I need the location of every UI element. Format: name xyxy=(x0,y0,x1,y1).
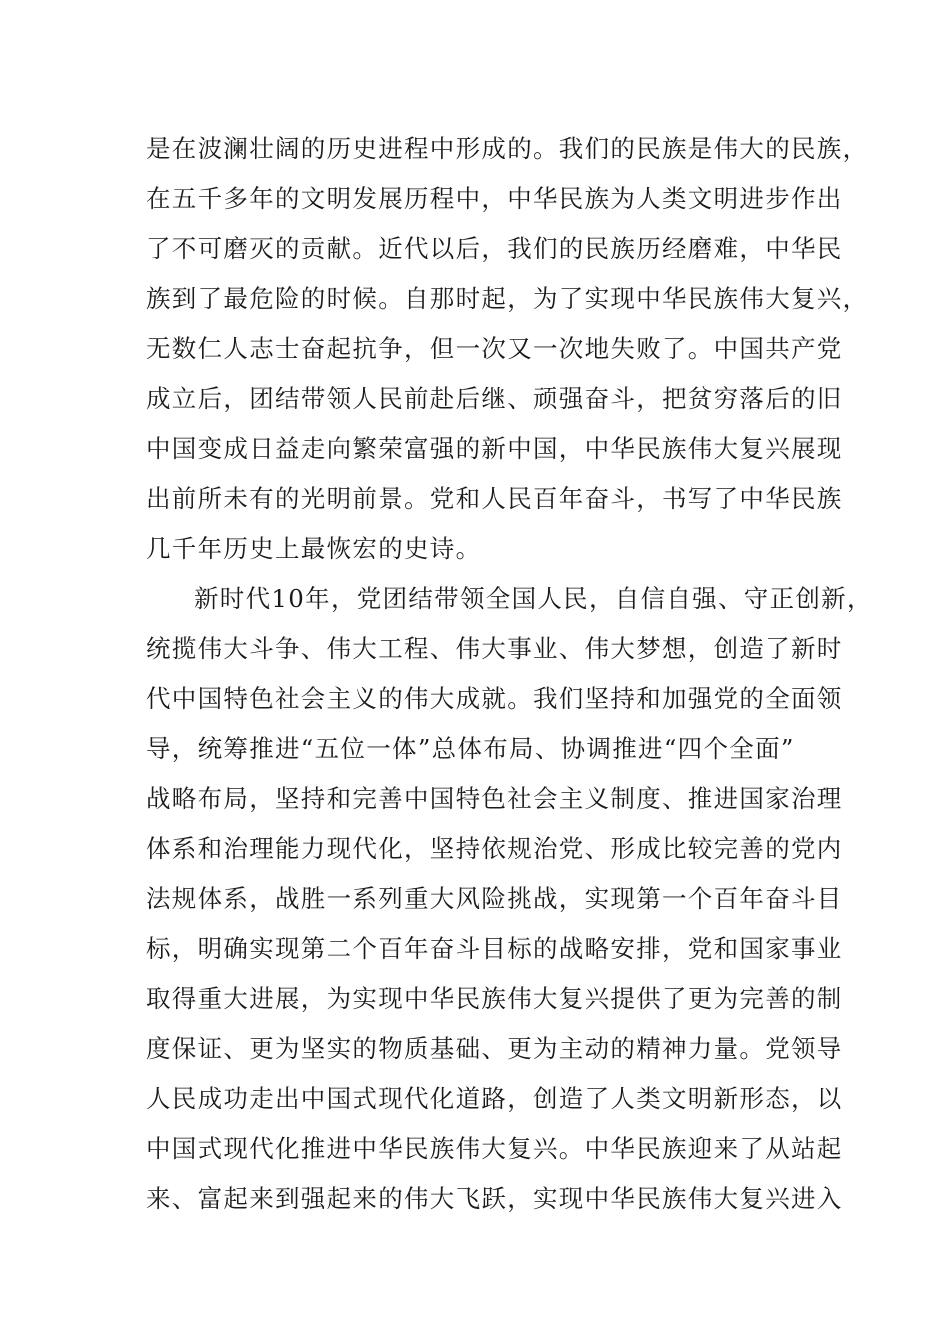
text-line: 无数仁人志士奋起抗争，但一次又一次地失败了。中国共产党 xyxy=(146,334,843,363)
text-line: 成立后，团结带领人民前赴后继、顽强奋斗，把贫穷落后的旧 xyxy=(146,384,843,413)
text-line: 统揽伟大斗争、伟大工程、伟大事业、伟大梦想，创造了新时 xyxy=(146,634,843,663)
text-line: 中国式现代化推进中华民族伟大复兴。中华民族迎来了从站起 xyxy=(146,1134,843,1163)
text-line: 法规体系，战胜一系列重大风险挑战，实现第一个百年奋斗目 xyxy=(146,884,843,913)
text-line: 几千年历史上最恢宏的史诗。 xyxy=(146,534,482,563)
text-line: 代中国特色社会主义的伟大成就。我们坚持和加强党的全面领 xyxy=(146,684,843,713)
text-line: 体系和治理能力现代化，坚持依规治党、形成比较完善的党内 xyxy=(146,834,843,863)
text-line: 取得重大进展，为实现中华民族伟大复兴提供了更为完善的制 xyxy=(146,984,843,1013)
text-line: 标，明确实现第二个百年奋斗目标的战略安排，党和国家事业 xyxy=(146,934,843,963)
paragraph-first-line: 新时代10年，党团结带领全国人民，自信自强、守正创新， xyxy=(194,584,873,613)
text-line: 人民成功走出中国式现代化道路，创造了人类文明新形态，以 xyxy=(146,1084,843,1113)
text-line: 是在波澜壮阔的历史进程中形成的。我们的民族是伟大的民族， xyxy=(146,134,869,163)
text-line: 来、富起来到强起来的伟大飞跃，实现中华民族伟大复兴进入 xyxy=(146,1184,843,1213)
text-line: 中国变成日益走向繁荣富强的新中国，中华民族伟大复兴展现 xyxy=(146,434,843,463)
text-line: 在五千多年的文明发展历程中，中华民族为人类文明进步作出 xyxy=(146,184,843,213)
text-line: 了不可磨灭的贡献。近代以后，我们的民族历经磨难，中华民 xyxy=(146,234,843,263)
text-line: 度保证、更为坚实的物质基础、更为主动的精神力量。党领导 xyxy=(146,1034,843,1063)
text-line: 导，统筹推进“五位一体”总体布局、协调推进“四个全面” xyxy=(146,734,795,763)
text-line: 战略布局，坚持和完善中国特色社会主义制度、推进国家治理 xyxy=(146,784,843,813)
text-line: 出前所未有的光明前景。党和人民百年奋斗，书写了中华民族 xyxy=(146,484,843,513)
text-line: 族到了最危险的时候。自那时起，为了实现中华民族伟大复兴， xyxy=(146,284,869,313)
